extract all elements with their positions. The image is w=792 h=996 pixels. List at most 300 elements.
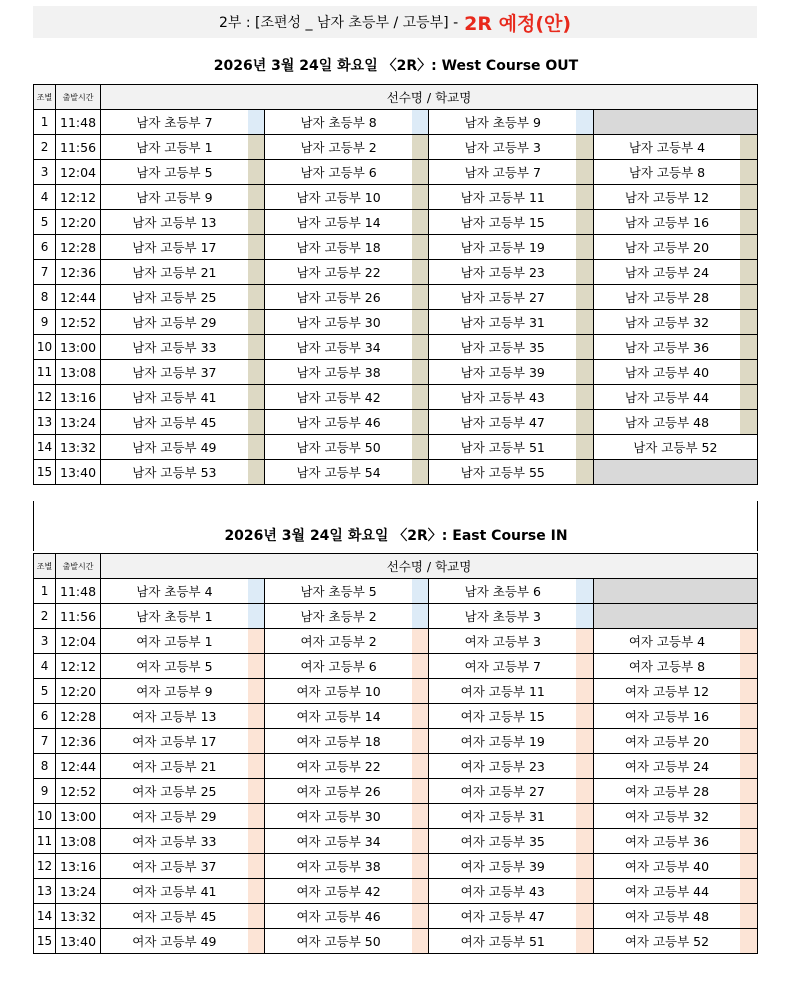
player-color-marker: [412, 579, 429, 604]
tee-time: 12:12: [56, 654, 101, 679]
banner-prefix: 2부 : [조편성 _ 남자 초등부 / 고등부] -: [218, 15, 459, 31]
player-name: 여자 고등부 49: [101, 929, 248, 954]
player-name: 남자 고등부 23: [429, 260, 576, 285]
player-color-marker: [576, 904, 593, 929]
tee-time: 12:20: [56, 679, 101, 704]
player-color-marker: [576, 804, 593, 829]
player-color-marker: [740, 260, 757, 285]
player-name: 여자 고등부 1: [101, 629, 248, 654]
group-number: 9: [34, 779, 56, 804]
player-color-marker: [248, 779, 265, 804]
player-color-marker: [576, 410, 593, 435]
player-name: 남자 고등부 27: [429, 285, 576, 310]
player-color-marker: [576, 210, 593, 235]
player-name: 남자 고등부 53: [101, 460, 248, 485]
player-name: 여자 고등부 28: [593, 779, 740, 804]
player-name: 남자 고등부 55: [429, 460, 576, 485]
player-name: 남자 고등부 7: [429, 160, 576, 185]
player-color-marker: [248, 654, 265, 679]
player-name: 남자 초등부 7: [101, 110, 248, 135]
group-number: 1: [34, 579, 56, 604]
player-name: 여자 고등부 29: [101, 804, 248, 829]
tee-time: 13:40: [56, 460, 101, 485]
table-row: [34, 929, 758, 954]
table-row: [34, 779, 758, 804]
table-row: [34, 235, 758, 260]
group-number: 3: [34, 629, 56, 654]
player-color-marker: [412, 779, 429, 804]
player-name: 남자 고등부 3: [429, 135, 576, 160]
player-name: 남자 고등부 37: [101, 360, 248, 385]
player-color-marker: [412, 829, 429, 854]
player-color-marker: [740, 804, 757, 829]
player-color-marker: [576, 754, 593, 779]
table-row: [34, 829, 758, 854]
player-name: 여자 고등부 39: [429, 854, 576, 879]
player-color-marker: [740, 629, 757, 654]
tee-time: 12:12: [56, 185, 101, 210]
group-number: 1: [34, 110, 56, 135]
player-color-marker: [412, 310, 429, 335]
player-color-marker: [576, 679, 593, 704]
tee-time: 11:56: [56, 604, 101, 629]
group-number: 8: [34, 285, 56, 310]
player-name: 여자 고등부 16: [593, 704, 740, 729]
tee-time: 11:56: [56, 135, 101, 160]
player-name: 여자 고등부 33: [101, 829, 248, 854]
player-color-marker: [248, 704, 265, 729]
tee-time: 13:08: [56, 829, 101, 854]
player-color-marker: [576, 160, 593, 185]
player-color-marker: [412, 335, 429, 360]
player-name: 여자 고등부 6: [265, 654, 412, 679]
player-name: 여자 고등부 50: [265, 929, 412, 954]
table-row: [34, 160, 758, 185]
player-color-marker: [740, 160, 757, 185]
player-color-marker: [248, 604, 265, 629]
player-color-marker: [248, 310, 265, 335]
player-name: 남자 고등부 51: [429, 435, 576, 460]
player-color-marker: [412, 804, 429, 829]
table-row: [34, 679, 758, 704]
player-color-marker: [576, 235, 593, 260]
player-name: 여자 고등부 38: [265, 854, 412, 879]
player-color-marker: [576, 260, 593, 285]
table-row: [34, 185, 758, 210]
group-number: 2: [34, 604, 56, 629]
player-name: 남자 고등부 41: [101, 385, 248, 410]
player-color-marker: [248, 110, 265, 135]
player-name: 여자 고등부 35: [429, 829, 576, 854]
player-name: 여자 고등부 25: [101, 779, 248, 804]
player-color-marker: [412, 160, 429, 185]
player-name: 여자 고등부 30: [265, 804, 412, 829]
player-name: 남자 고등부 52: [593, 435, 757, 460]
player-color-marker: [576, 704, 593, 729]
player-name: 남자 고등부 54: [265, 460, 412, 485]
player-name: 여자 고등부 31: [429, 804, 576, 829]
player-name: 남자 고등부 15: [429, 210, 576, 235]
group-number: 5: [34, 679, 56, 704]
table-row: [34, 460, 758, 485]
player-color-marker: [248, 285, 265, 310]
player-name: 남자 고등부 28: [593, 285, 740, 310]
group-number: 7: [34, 260, 56, 285]
player-name: 여자 고등부 7: [429, 654, 576, 679]
player-name: 남자 고등부 24: [593, 260, 740, 285]
table-row: [34, 604, 758, 629]
player-name: 남자 고등부 34: [265, 335, 412, 360]
table-row: [34, 110, 758, 135]
player-color-marker: [248, 729, 265, 754]
group-number: 14: [34, 435, 56, 460]
tee-time: 12:36: [56, 260, 101, 285]
tee-time: 12:28: [56, 235, 101, 260]
table-row: [34, 804, 758, 829]
player-name: 남자 고등부 45: [101, 410, 248, 435]
player-color-marker: [576, 854, 593, 879]
table-row: [34, 654, 758, 679]
group-number: 4: [34, 185, 56, 210]
empty-slot: [593, 460, 757, 485]
player-color-marker: [412, 854, 429, 879]
player-color-marker: [248, 135, 265, 160]
player-color-marker: [740, 385, 757, 410]
player-name: 남자 고등부 48: [593, 410, 740, 435]
group-number: 12: [34, 385, 56, 410]
player-name: 여자 고등부 3: [429, 629, 576, 654]
tee-time: 13:32: [56, 904, 101, 929]
player-name: 여자 고등부 11: [429, 679, 576, 704]
player-name: 남자 고등부 49: [101, 435, 248, 460]
player-color-marker: [740, 310, 757, 335]
table-row: [34, 210, 758, 235]
tee-time: 11:48: [56, 579, 101, 604]
player-name: 여자 고등부 43: [429, 879, 576, 904]
tee-time: 13:32: [56, 435, 101, 460]
time-column-header: 출발시간: [56, 85, 101, 110]
player-color-marker: [248, 260, 265, 285]
player-color-marker: [576, 385, 593, 410]
player-color-marker: [248, 385, 265, 410]
player-color-marker: [412, 210, 429, 235]
player-color-marker: [412, 704, 429, 729]
table-row: [34, 410, 758, 435]
tee-time: 13:00: [56, 335, 101, 360]
player-name: 남자 초등부 1: [101, 604, 248, 629]
tee-time: 13:24: [56, 410, 101, 435]
player-color-marker: [248, 185, 265, 210]
player-name: 남자 고등부 35: [429, 335, 576, 360]
player-name: 여자 고등부 23: [429, 754, 576, 779]
empty-slot: [593, 604, 757, 629]
player-color-marker: [412, 360, 429, 385]
tee-time: 13:00: [56, 804, 101, 829]
player-name: 여자 고등부 22: [265, 754, 412, 779]
group-number: 8: [34, 754, 56, 779]
player-color-marker: [248, 435, 265, 460]
player-color-marker: [412, 904, 429, 929]
player-color-marker: [412, 185, 429, 210]
player-name: 남자 고등부 6: [265, 160, 412, 185]
player-color-marker: [412, 110, 429, 135]
tee-time: 12:04: [56, 160, 101, 185]
group-number: 11: [34, 360, 56, 385]
player-color-marker: [248, 235, 265, 260]
player-name: 남자 고등부 8: [593, 160, 740, 185]
player-name: 여자 고등부 12: [593, 679, 740, 704]
tee-time: 12:20: [56, 210, 101, 235]
player-color-marker: [576, 779, 593, 804]
player-color-marker: [412, 729, 429, 754]
player-color-marker: [412, 629, 429, 654]
time-column-header: 출발시간: [56, 554, 101, 579]
player-name: 남자 고등부 17: [101, 235, 248, 260]
player-color-marker: [740, 904, 757, 929]
banner-highlight: 2R 예정(안): [464, 12, 572, 35]
group-number: 4: [34, 654, 56, 679]
table-row: [34, 435, 758, 460]
player-color-marker: [576, 879, 593, 904]
player-color-marker: [248, 854, 265, 879]
player-name: 남자 고등부 40: [593, 360, 740, 385]
player-name: 남자 고등부 1: [101, 135, 248, 160]
empty-slot: [593, 110, 757, 135]
player-color-marker: [576, 135, 593, 160]
player-color-marker: [412, 435, 429, 460]
player-color-marker: [740, 360, 757, 385]
player-name: 남자 고등부 14: [265, 210, 412, 235]
player-color-marker: [248, 804, 265, 829]
player-color-marker: [248, 410, 265, 435]
player-color-marker: [248, 629, 265, 654]
group-number: 6: [34, 235, 56, 260]
player-name: 여자 고등부 41: [101, 879, 248, 904]
player-name: 여자 고등부 26: [265, 779, 412, 804]
table-row: [34, 360, 758, 385]
player-name: 남자 초등부 4: [101, 579, 248, 604]
player-name: 남자 고등부 12: [593, 185, 740, 210]
player-color-marker: [412, 285, 429, 310]
tee-time: 13:24: [56, 879, 101, 904]
group-number: 3: [34, 160, 56, 185]
table-row: [34, 904, 758, 929]
player-name: 남자 고등부 39: [429, 360, 576, 385]
player-color-marker: [248, 460, 265, 485]
tee-time: 12:44: [56, 754, 101, 779]
player-name: 남자 고등부 29: [101, 310, 248, 335]
page-banner: [33, 6, 757, 38]
tee-time: 13:16: [56, 385, 101, 410]
player-color-marker: [576, 285, 593, 310]
player-color-marker: [576, 310, 593, 335]
player-color-marker: [576, 629, 593, 654]
section-title-west: 2026년 3월 24일 화요일 〈2R〉: West Course OUT: [213, 58, 579, 74]
player-name: 여자 고등부 42: [265, 879, 412, 904]
group-number: 10: [34, 804, 56, 829]
player-color-marker: [576, 110, 593, 135]
player-color-marker: [740, 754, 757, 779]
player-color-marker: [412, 679, 429, 704]
player-name: 남자 초등부 6: [429, 579, 576, 604]
player-color-marker: [740, 135, 757, 160]
player-name: 남자 초등부 9: [429, 110, 576, 135]
group-column-header: 조별: [34, 85, 56, 110]
player-name: 남자 고등부 16: [593, 210, 740, 235]
tee-time-table-east: [33, 553, 758, 954]
player-color-marker: [248, 904, 265, 929]
group-number: 5: [34, 210, 56, 235]
group-number: 10: [34, 335, 56, 360]
player-name: 여자 고등부 27: [429, 779, 576, 804]
player-color-marker: [740, 829, 757, 854]
player-color-marker: [740, 854, 757, 879]
table-row: [34, 335, 758, 360]
player-name: 남자 고등부 10: [265, 185, 412, 210]
table-row: [34, 704, 758, 729]
player-color-marker: [248, 335, 265, 360]
player-color-marker: [740, 185, 757, 210]
group-number: 2: [34, 135, 56, 160]
tee-time: 12:52: [56, 310, 101, 335]
player-name: 남자 고등부 2: [265, 135, 412, 160]
player-color-marker: [576, 829, 593, 854]
player-name: 남자 고등부 19: [429, 235, 576, 260]
group-number: 9: [34, 310, 56, 335]
player-name: 여자 고등부 46: [265, 904, 412, 929]
player-name: 여자 고등부 10: [265, 679, 412, 704]
table-row: [34, 879, 758, 904]
player-name: 남자 고등부 44: [593, 385, 740, 410]
player-name: 남자 초등부 2: [265, 604, 412, 629]
player-color-marker: [248, 210, 265, 235]
player-name: 남자 고등부 31: [429, 310, 576, 335]
player-color-marker: [576, 654, 593, 679]
player-name: 남자 고등부 26: [265, 285, 412, 310]
group-number: 15: [34, 460, 56, 485]
player-color-marker: [576, 360, 593, 385]
player-color-marker: [248, 579, 265, 604]
player-name: 남자 고등부 13: [101, 210, 248, 235]
tee-time: 11:48: [56, 110, 101, 135]
player-name: 남자 고등부 38: [265, 360, 412, 385]
player-color-marker: [576, 929, 593, 954]
player-name: 여자 고등부 14: [265, 704, 412, 729]
player-color-marker: [740, 335, 757, 360]
table-row: [34, 579, 758, 604]
player-color-marker: [740, 654, 757, 679]
player-color-marker: [740, 410, 757, 435]
player-color-marker: [412, 460, 429, 485]
table-row: [34, 854, 758, 879]
player-name: 여자 고등부 8: [593, 654, 740, 679]
group-number: 12: [34, 854, 56, 879]
players-column-header: 선수명 / 학교명: [101, 554, 758, 579]
table-row: [34, 729, 758, 754]
player-color-marker: [248, 829, 265, 854]
player-name: 여자 고등부 13: [101, 704, 248, 729]
player-color-marker: [740, 210, 757, 235]
player-name: 남자 고등부 11: [429, 185, 576, 210]
player-color-marker: [576, 185, 593, 210]
player-name: 여자 고등부 2: [265, 629, 412, 654]
player-name: 남자 고등부 42: [265, 385, 412, 410]
player-name: 남자 고등부 43: [429, 385, 576, 410]
player-name: 여자 고등부 47: [429, 904, 576, 929]
player-name: 남자 고등부 36: [593, 335, 740, 360]
tee-time: 13:16: [56, 854, 101, 879]
player-name: 여자 고등부 19: [429, 729, 576, 754]
player-name: 여자 고등부 37: [101, 854, 248, 879]
player-color-marker: [412, 879, 429, 904]
tee-time: 12:28: [56, 704, 101, 729]
group-number: 15: [34, 929, 56, 954]
table-row: [34, 754, 758, 779]
player-name: 남자 고등부 20: [593, 235, 740, 260]
player-color-marker: [248, 754, 265, 779]
player-name: 여자 고등부 51: [429, 929, 576, 954]
group-number: 7: [34, 729, 56, 754]
player-name: 남자 초등부 8: [265, 110, 412, 135]
player-name: 여자 고등부 32: [593, 804, 740, 829]
player-color-marker: [576, 435, 593, 460]
player-color-marker: [412, 754, 429, 779]
player-name: 남자 초등부 3: [429, 604, 576, 629]
player-color-marker: [412, 260, 429, 285]
player-name: 남자 고등부 5: [101, 160, 248, 185]
player-color-marker: [576, 335, 593, 360]
player-color-marker: [248, 360, 265, 385]
group-number: 11: [34, 829, 56, 854]
player-name: 남자 고등부 30: [265, 310, 412, 335]
player-name: 여자 고등부 20: [593, 729, 740, 754]
player-color-marker: [248, 679, 265, 704]
player-name: 남자 고등부 25: [101, 285, 248, 310]
player-name: 여자 고등부 36: [593, 829, 740, 854]
player-color-marker: [740, 679, 757, 704]
player-name: 여자 고등부 44: [593, 879, 740, 904]
player-name: 여자 고등부 5: [101, 654, 248, 679]
player-color-marker: [248, 160, 265, 185]
player-name: 남자 고등부 46: [265, 410, 412, 435]
tee-time: 12:52: [56, 779, 101, 804]
player-name: 여자 고등부 45: [101, 904, 248, 929]
player-color-marker: [412, 135, 429, 160]
player-name: 남자 고등부 33: [101, 335, 248, 360]
player-color-marker: [412, 235, 429, 260]
player-name: 여자 고등부 9: [101, 679, 248, 704]
tee-time-table-west: [33, 84, 758, 485]
table-row: [34, 135, 758, 160]
player-color-marker: [412, 410, 429, 435]
player-name: 남자 초등부 5: [265, 579, 412, 604]
player-color-marker: [412, 385, 429, 410]
tee-time: 13:40: [56, 929, 101, 954]
group-number: 14: [34, 904, 56, 929]
player-name: 여자 고등부 24: [593, 754, 740, 779]
player-name: 여자 고등부 17: [101, 729, 248, 754]
tee-time: 12:44: [56, 285, 101, 310]
group-number: 13: [34, 410, 56, 435]
player-name: 남자 고등부 50: [265, 435, 412, 460]
table-row: [34, 310, 758, 335]
group-column-header: 조별: [34, 554, 56, 579]
table-row: [34, 385, 758, 410]
player-name: 남자 고등부 32: [593, 310, 740, 335]
player-color-marker: [740, 879, 757, 904]
players-column-header: 선수명 / 학교명: [101, 85, 758, 110]
player-color-marker: [740, 235, 757, 260]
